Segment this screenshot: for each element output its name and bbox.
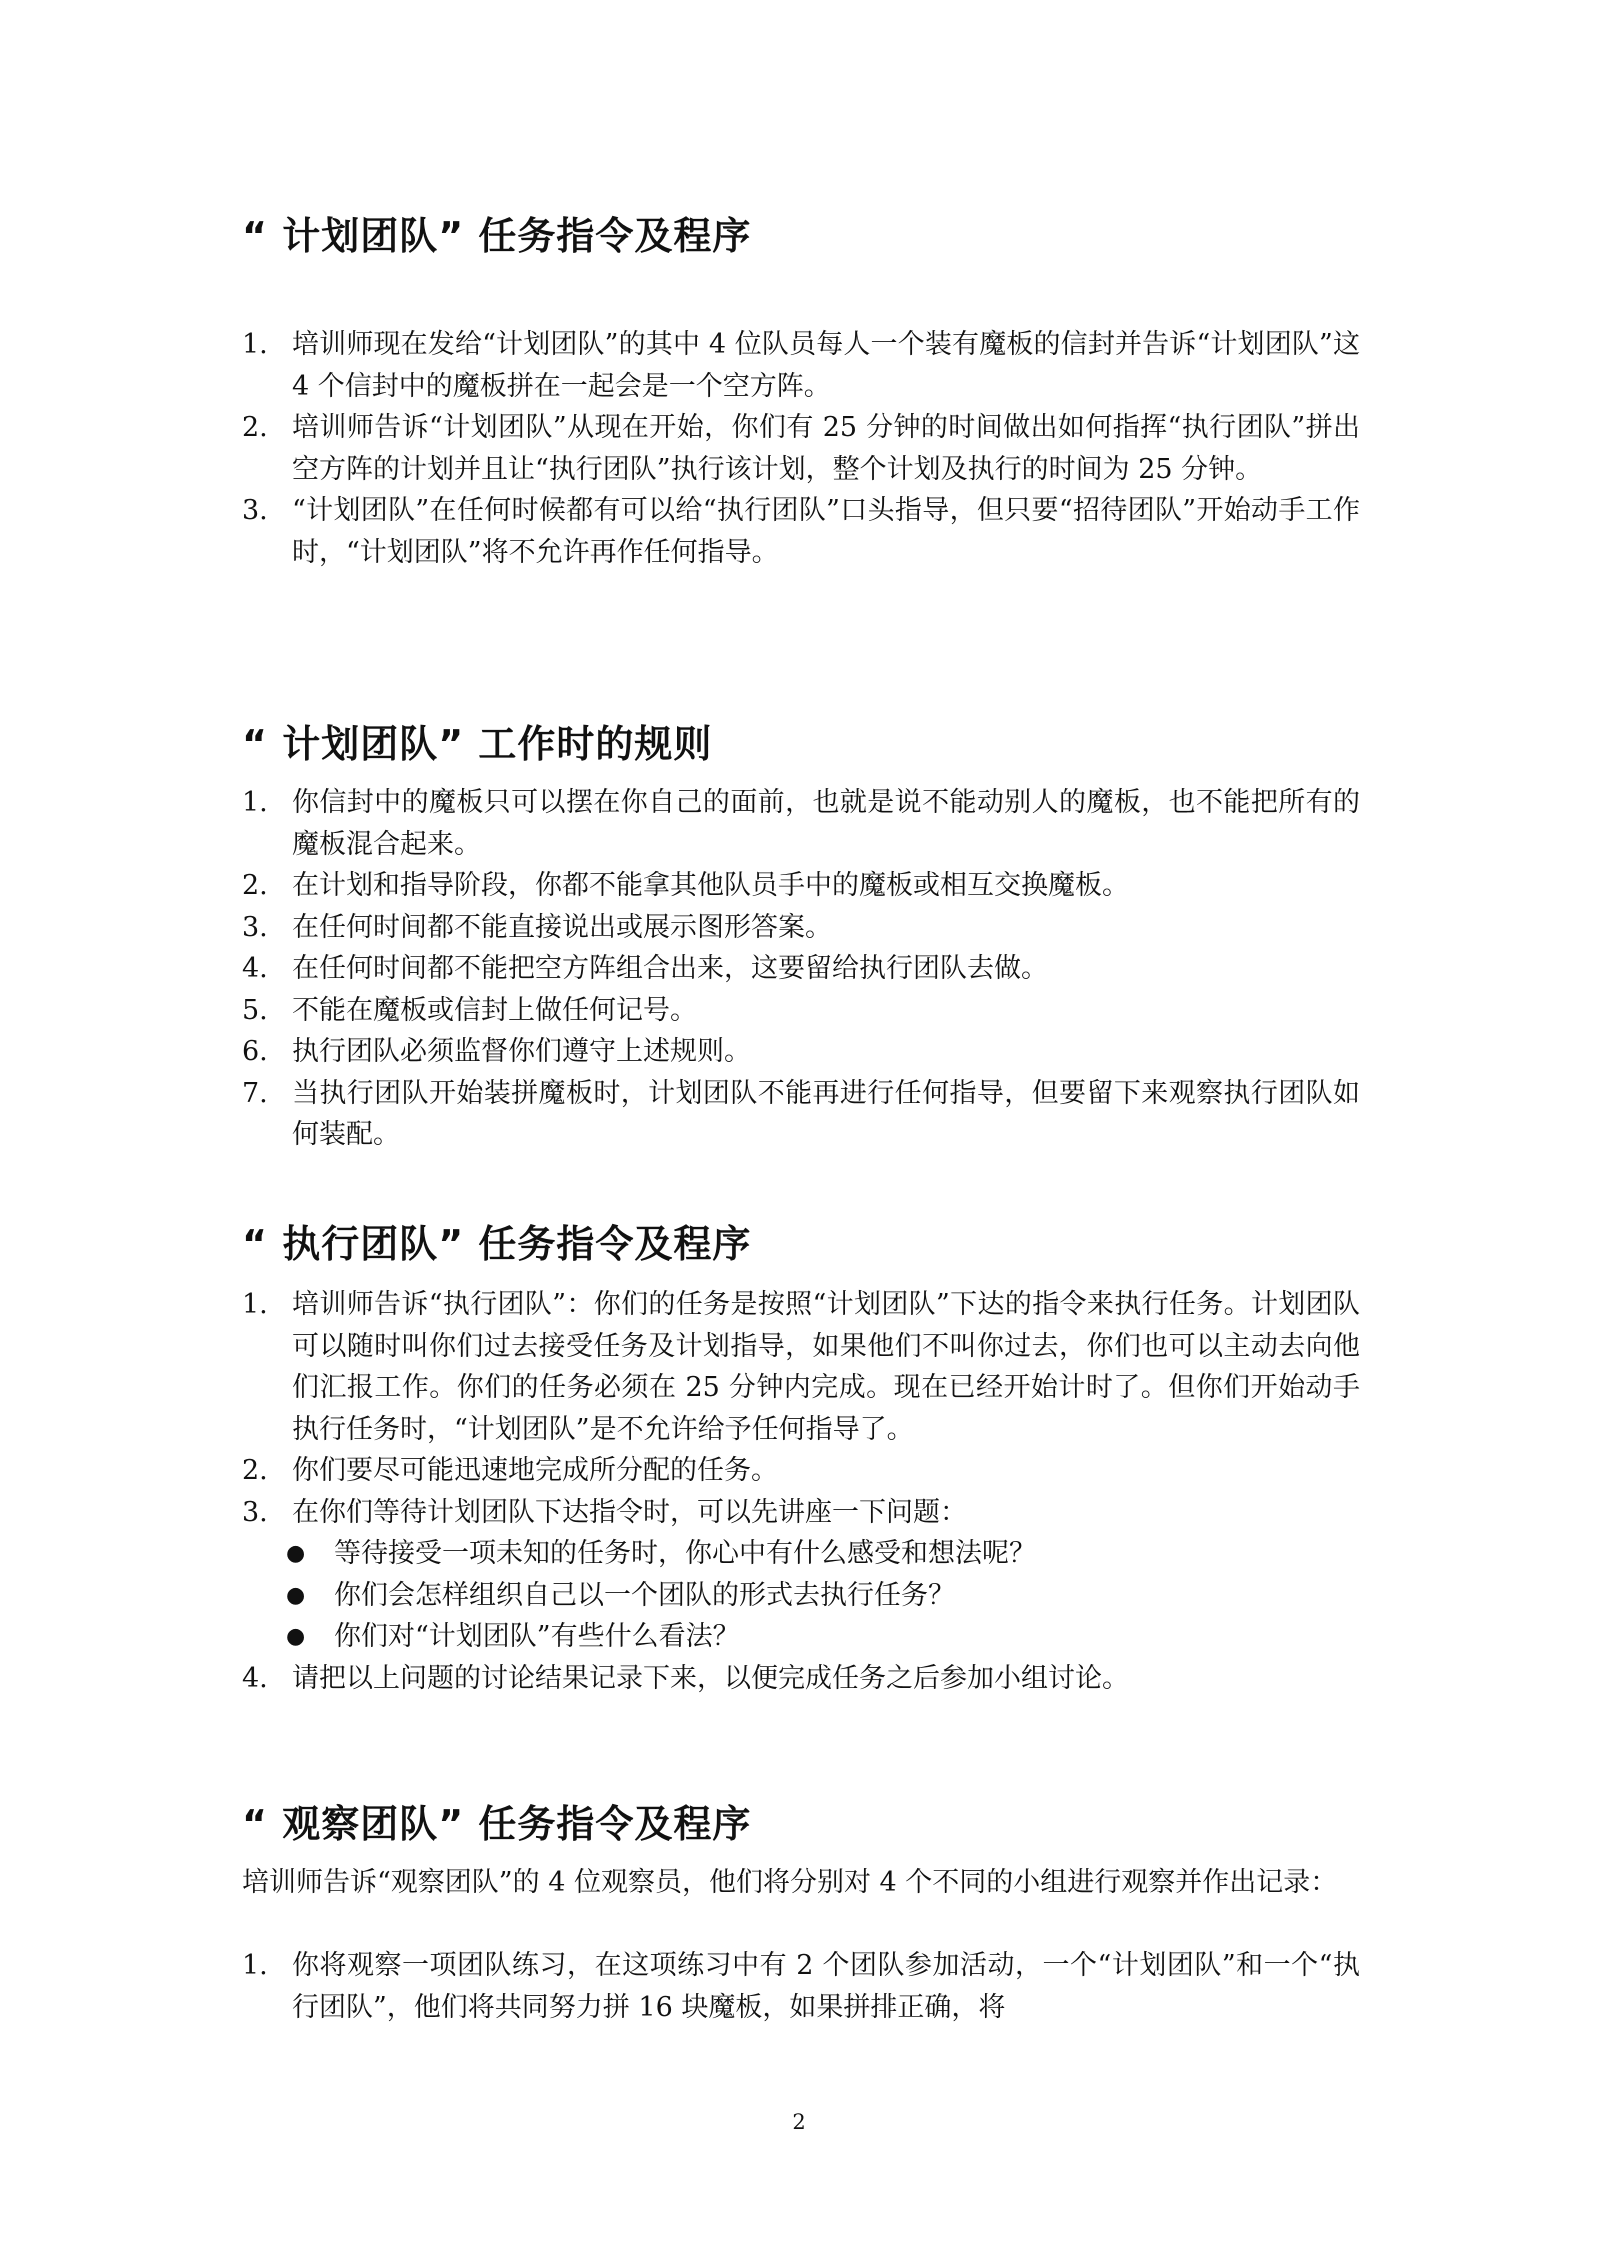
list-item <box>242 490 1360 573</box>
question-bullets <box>242 1533 1360 1658</box>
bullet-item <box>242 1533 1360 1575</box>
section-title-planning: “ 计划团队” 任务指令及程序 <box>242 214 752 258</box>
item-text: 当执行团队开始装拼魔板时，计划团队不能再进行任何指导，但要留下来观察执行团队如何装配。 <box>292 1077 1360 1150</box>
section-title-planning-rules: “ 计划团队” 工作时的规则 <box>242 722 713 766</box>
item-text: 培训师现在发给“计划团队”的其中 4 位队员每人一个装有魔板的信封并告诉“计划团队”这 4 个信封中的魔板拼在一起会是一个空方阵。 <box>292 329 1360 402</box>
execution-list <box>242 1284 1360 1699</box>
item-number: 1. <box>242 1950 268 1981</box>
list-item <box>242 1658 1360 1700</box>
item-number: 5. <box>242 994 268 1026</box>
section-title-observation: “ 观察团队” 任务指令及程序 <box>242 1802 752 1846</box>
item-number: 1. <box>242 329 268 360</box>
item-text: 请把以上问题的讨论结果记录下来，以便完成任务之后参加小组讨论。 <box>292 1662 1129 1694</box>
list-item <box>242 1945 1360 2028</box>
item-text: 在任何时间都不能把空方阵组合出来，这要留给执行团队去做。 <box>292 953 1048 984</box>
item-text: 执行团队必须监督你们遵守上述规则。 <box>292 1036 751 1067</box>
item-number: 1. <box>242 787 268 818</box>
list-item <box>242 1492 1360 1534</box>
item-number: 2. <box>242 870 268 901</box>
list-item <box>242 407 1360 490</box>
bullet-item <box>242 1616 1360 1658</box>
item-number: 2. <box>242 1455 268 1486</box>
list-item <box>242 990 1360 1032</box>
observation-list <box>242 1945 1360 2028</box>
observation-intro: 培训师告诉“观察团队”的 4 位观察员，他们将分别对 4 个不同的小组进行观察并作出记录： <box>242 1867 1338 1898</box>
item-text: 在任何时间都不能直接说出或展示图形答案。 <box>292 911 832 943</box>
item-number: 3. <box>242 911 268 943</box>
planning-list <box>242 324 1360 573</box>
item-number: 4. <box>242 953 268 984</box>
bullet-icon: ● <box>286 1582 306 1608</box>
item-text: “计划团队”在任何时候都有可以给“执行团队”口头指导，但只要“招待团队”开始动手工作时，“计划团队”将不允许再作任何指导。 <box>292 495 1360 568</box>
list-item <box>242 1031 1360 1073</box>
list-item <box>242 1284 1360 1450</box>
page-number: 2 <box>792 2110 806 2134</box>
planning-rules-list <box>242 782 1360 1156</box>
bullet-text: 你们会怎样组织自己以一个团队的形式去执行任务？ <box>334 1579 955 1611</box>
list-item <box>242 324 1360 407</box>
item-text: 培训师告诉“执行团队”：你们的任务是按照“计划团队”下达的指令来执行任务。计划团队可以随时叫你们过去接受任务及计划指导，如果他们不叫你过去，你们也可以主动去向他们汇报工作。你们的任务必须在 25 分钟内完成。现在已经开始计时了。但你们开始动手执行任务时，“计划团队”是不允许给予任何指导了。 <box>292 1289 1360 1445</box>
item-number: 4. <box>242 1662 268 1694</box>
item-text: 不能在魔板或信封上做任何记号。 <box>292 994 697 1026</box>
item-text: 你们要尽可能迅速地完成所分配的任务。 <box>292 1455 778 1486</box>
list-item <box>242 1450 1360 1492</box>
list-item <box>242 948 1360 990</box>
list-item <box>242 782 1360 865</box>
list-item <box>242 907 1360 949</box>
item-number: 6. <box>242 1036 268 1067</box>
item-number: 3. <box>242 1496 268 1528</box>
item-number: 3. <box>242 495 268 526</box>
item-text: 培训师告诉“计划团队”从现在开始，你们有 25 分钟的时间做出如何指挥“执行团队”拼出空方阵的计划并且让“执行团队”执行该计划，整个计划及执行的时间为 25 分钟。 <box>292 412 1360 485</box>
item-number: 7. <box>242 1077 268 1109</box>
bullet-text: 等待接受一项未知的任务时，你心中有什么感受和想法呢？ <box>334 1538 1036 1569</box>
item-text: 你将观察一项团队练习，在这项练习中有 2 个团队参加活动，一个“计划团队”和一个“执行团队”，他们将共同努力拼 16 块魔板，如果拼排正确，将 <box>292 1950 1360 2023</box>
bullet-item <box>242 1575 1360 1617</box>
item-text: 在计划和指导阶段，你都不能拿其他队员手中的魔板或相互交换魔板。 <box>292 870 1129 901</box>
list-item <box>242 1073 1360 1156</box>
item-number: 1. <box>242 1289 268 1320</box>
item-text: 在你们等待计划团队下达指令时，可以先讲座一下问题： <box>292 1496 967 1528</box>
item-number: 2. <box>242 412 268 443</box>
list-item <box>242 865 1360 907</box>
section-title-execution: “ 执行团队” 任务指令及程序 <box>242 1222 752 1266</box>
item-text: 你信封中的魔板只可以摆在你自己的面前，也就是说不能动别人的魔板，也不能把所有的魔板混合起来。 <box>292 787 1360 860</box>
bullet-text: 你们对“计划团队”有些什么看法？ <box>334 1621 740 1652</box>
bullet-group <box>242 1533 1360 1658</box>
bullet-icon: ● <box>286 1541 306 1566</box>
bullet-icon: ● <box>286 1624 306 1649</box>
